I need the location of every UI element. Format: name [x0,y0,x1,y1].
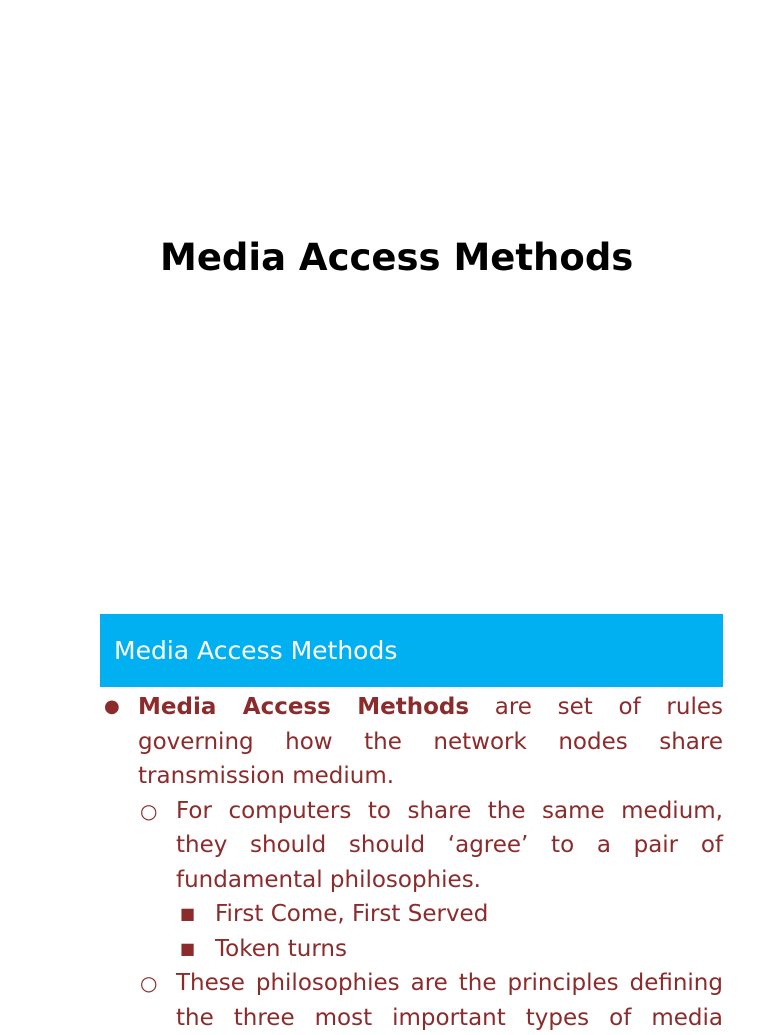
hollow-circle-bullet-icon: ○ [140,798,158,823]
section-header-title: Media Access Methods [114,636,398,665]
sub-bullet-philosophies [100,966,723,1035]
slide-title: Media Access Methods [160,236,634,279]
list-item [100,897,723,932]
sub-bullet-text: These philosophies are the principles defining the three most important types of media [176,970,723,1031]
filled-bullet-icon: ● [104,696,120,717]
sub-bullet-text: For computers to share the same medium, they should should ‘agree’ to a pair of fundamental philosophies. [176,797,723,893]
bullet-bold-term: Media Access Methods [138,694,470,720]
slide-body [100,690,723,1035]
square-bullet-icon: ■ [180,904,196,923]
hollow-circle-bullet-icon: ○ [140,971,158,995]
bullet-media-access-methods [100,690,723,794]
bullet-text: are set of rules governing how the network nodes share transmission medium. [138,694,723,789]
list-item [100,932,723,967]
list-item-text: First Come, First Served [215,901,489,927]
list-item-text: Token turns [215,935,347,962]
square-bullet-icon: ■ [180,938,196,958]
section-header-bar [100,614,723,687]
sub-bullet-share-medium [100,794,723,898]
